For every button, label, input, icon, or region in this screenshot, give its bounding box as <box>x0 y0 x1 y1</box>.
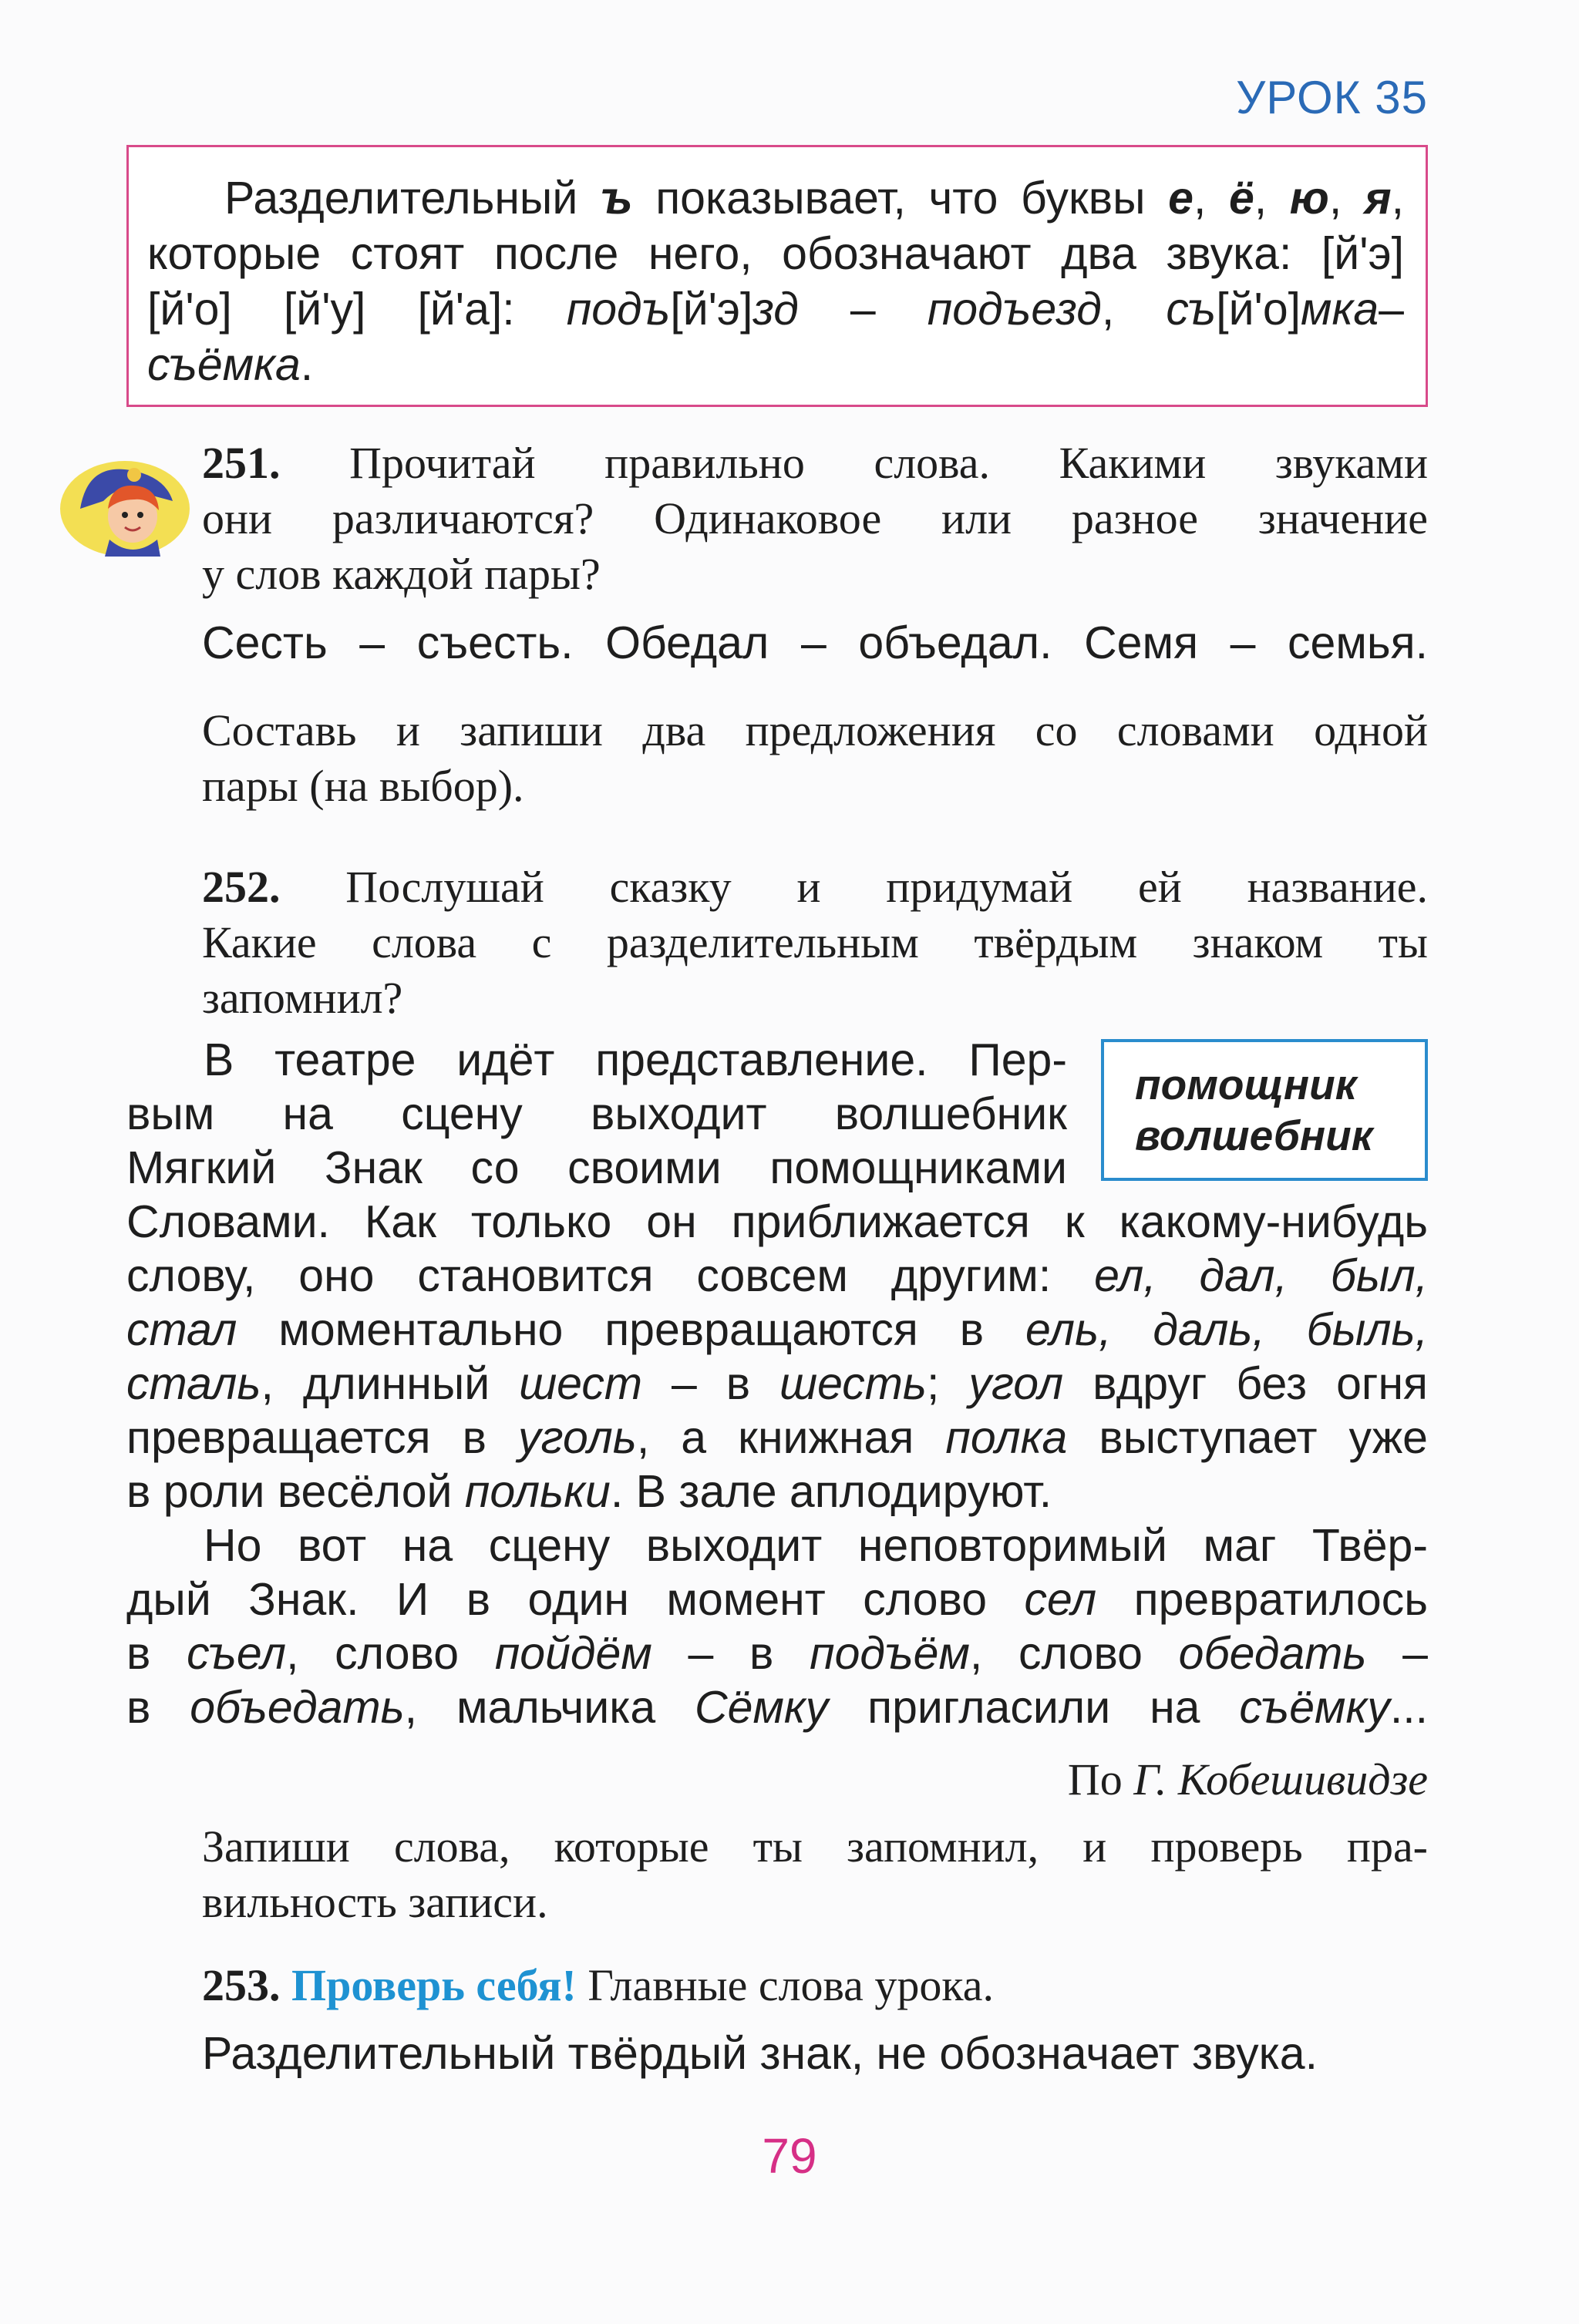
rule-line-1: Разделительный ъ показывает, что буквы е, ё, ю, я, <box>224 173 1404 224</box>
vowel-letter: ё <box>1228 173 1254 224</box>
helper-word: волшебник <box>1135 1112 1373 1159</box>
hard-sign-letter: ъ <box>600 173 633 224</box>
rule-box <box>126 145 1428 407</box>
task-251-assignment: Составь и запиши два предложения со словами одной пары (на выбор). <box>202 705 1428 811</box>
rule-line-4: съёмка. <box>147 339 314 390</box>
page-number: 79 <box>762 2128 817 2184</box>
rule-line-2: которые стоят после него, обозначают два звука: [й'э] <box>147 228 1404 279</box>
task-number: 251. <box>202 438 281 488</box>
self-check-label: Проверь себя! <box>291 1960 577 2010</box>
task-253-text: Главные слова урока. <box>587 1960 994 2010</box>
story-author: По Г. Кобешивидзе <box>1067 1754 1428 1804</box>
task-251-words: Сесть – съесть. Обедал – объедал. Семя – семья. <box>202 617 1428 668</box>
task-251-question: 251. Прочитай правильно слова. Какими звуками они различаются? Одинаковое или разное значение у слов каждой пары? <box>202 438 1428 599</box>
task-253 <box>202 1958 1428 2013</box>
task-number: 253. <box>202 1960 281 2010</box>
story-paragraph-1-start: В театре идёт представление. Пер- вым на сцену выходит волшебник Мягкий Знак со своими помощниками <box>126 1034 1067 1193</box>
task-number: 252. <box>202 862 281 912</box>
wizard-girl-mascot-icon <box>57 447 196 563</box>
vowel-letter: я <box>1364 173 1392 224</box>
rule-text: Разделительный <box>224 173 578 224</box>
task-252-question: 252. Послушай сказку и придумай ей название. Какие слова с разделительным твёрдым знаком ты запомнил? <box>202 862 1428 1023</box>
story-paragraph-1-continued: Словами. Как только он приближается к какому-нибудь слову, оно становится совсем другим: ел, дал, был, стал моментально превращаются в ель, даль, быль, сталь, длинный шест – в шесть; угол вдруг без огня превращается в уголь, а книжная полка выступает уже в роли весёлой польки. В зале аплодируют. <box>126 1196 1428 1517</box>
rule-text: показывает, что буквы <box>655 173 1146 224</box>
vowel-letter: е <box>1168 173 1194 224</box>
helper-words-box <box>1101 1039 1428 1181</box>
vowel-letter: ю <box>1289 173 1329 224</box>
task-252-assignment: Запиши слова, которые ты запомнил, и проверь пра- вильность записи. <box>202 1821 1428 1927</box>
story-paragraph-2: Но вот на сцену выходит неповторимый маг Твёр- дый Знак. И в один момент слово сел превратилось в съел, слово пойдём – в подъём, слово обедать – в объедать, мальчика Сёмку пригласили на съёмку... <box>126 1520 1428 1733</box>
helper-word: помощник <box>1135 1061 1357 1108</box>
rule-line-3: [й'о] [й'у] [й'а]: подъ[й'э]зд – подъезд, съ[й'о]мка– <box>147 284 1404 335</box>
lesson-label: УРОК 35 <box>1236 72 1428 123</box>
task-253-answer: Разделительный твёрдый знак, не обозначает звука. <box>202 2028 1318 2079</box>
